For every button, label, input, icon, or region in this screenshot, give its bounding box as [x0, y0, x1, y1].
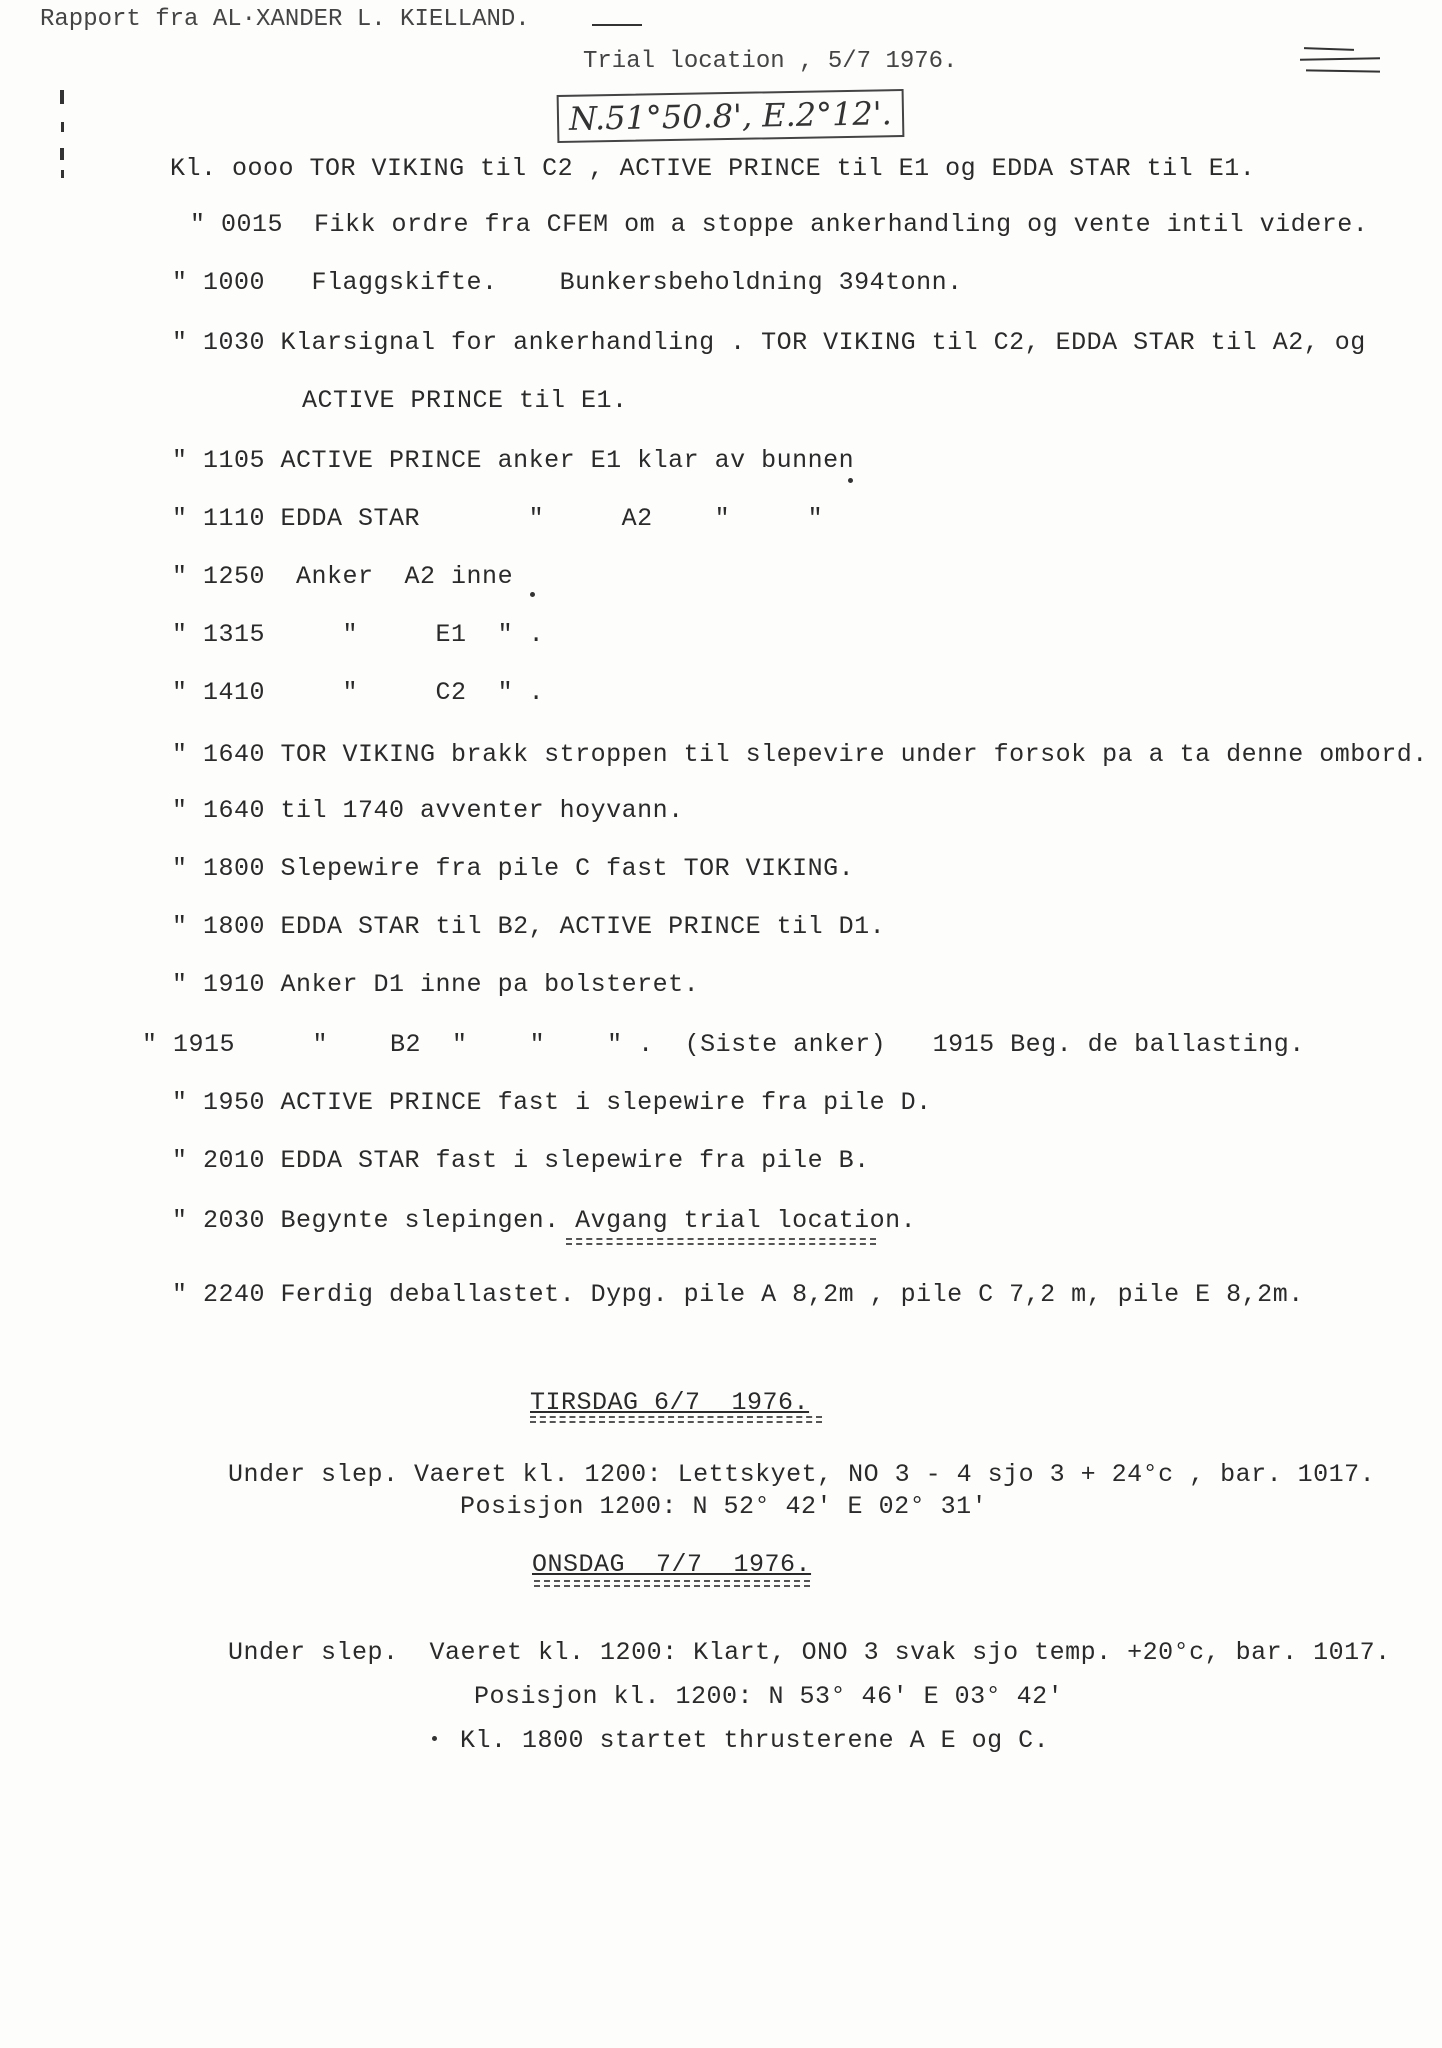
pen-mark: [1306, 69, 1380, 72]
log-entry: " 1030 Klarsignal for ankerhandling . TOR VIKING til C2, EDDA STAR til A2, og: [172, 328, 1366, 357]
binding-mark: [61, 170, 64, 178]
binding-mark: [60, 148, 64, 160]
log-entry: " 1105 ACTIVE PRINCE anker E1 klar av bunnen: [172, 446, 855, 475]
log-entry: " 2010 EDDA STAR fast i slepewire fra pile B.: [172, 1146, 870, 1175]
double-underline: [530, 1416, 822, 1423]
log-entry: " 1315 " E1 " .: [172, 620, 545, 649]
pen-mark: [1300, 57, 1380, 60]
weather-line: Under slep. Vaeret kl. 1200: Lettskyet, NO 3 - 4 sjo 3 + 24°c , bar. 1017.: [228, 1460, 1376, 1489]
log-entry: " 1950 ACTIVE PRINCE fast i slepewire fra pile D.: [172, 1088, 932, 1117]
position-line: Posisjon 1200: N 52° 42' E 02° 31': [460, 1492, 988, 1521]
log-entry: " 2030 Begynte slepingen. Avgang trial location.: [172, 1206, 917, 1235]
double-underline: [534, 1580, 810, 1587]
log-entry: Kl. oooo TOR VIKING til C2 , ACTIVE PRINCE til E1 og EDDA STAR til E1.: [170, 154, 1256, 183]
log-entry: " 1410 " C2 " .: [172, 678, 545, 707]
log-entry-continuation: ACTIVE PRINCE til E1.: [302, 386, 628, 415]
log-entry: " 1110 EDDA STAR " A2 " ": [172, 504, 824, 533]
log-entry: " 0015 Fikk ordre fra CFEM om a stoppe ankerhandling og vente intil videre.: [190, 210, 1369, 239]
pen-mark: [1304, 47, 1354, 51]
log-entry: " 1000 Flaggskifte. Bunkersbeholdning 394tonn.: [172, 268, 963, 297]
trial-location: Trial location , 5/7 1976.: [583, 48, 958, 75]
log-entry: " 1640 TOR VIKING brakk stroppen til slepevire under forsok pa a ta denne ombord.: [172, 740, 1428, 769]
position-line: Posisjon kl. 1200: N 53° 46' E 03° 42': [474, 1682, 1064, 1711]
day-heading-tuesday: TIRSDAG 6/7 1976.: [530, 1388, 810, 1417]
day-heading-wednesday: ONSDAG 7/7 1976.: [532, 1550, 812, 1579]
log-entry: " 1915 " B2 " " " . (Siste anker) 1915 Beg. de ballasting.: [142, 1030, 1305, 1059]
log-entry: " 1250 Anker A2 inne: [172, 562, 514, 591]
stray-dot: [530, 592, 535, 597]
stray-dot: [432, 1736, 437, 1741]
log-entry: " 1910 Anker D1 inne pa bolsteret.: [172, 970, 700, 999]
log-entry: " 1640 til 1740 avventer hoyvann.: [172, 796, 684, 825]
log-entry: " 1800 Slepewire fra pile C fast TOR VIKING.: [172, 854, 855, 883]
thruster-line: Kl. 1800 startet thrusterene A E og C.: [460, 1726, 1050, 1755]
binding-mark: [60, 90, 64, 104]
double-underline: [566, 1238, 876, 1245]
stray-dot: [848, 478, 853, 483]
handwritten-coordinates: N.51°50.8', E.2°12'.: [557, 89, 905, 143]
binding-mark: [61, 122, 64, 132]
log-entry: " 1800 EDDA STAR til B2, ACTIVE PRINCE til D1.: [172, 912, 886, 941]
weather-line: Under slep. Vaeret kl. 1200: Klart, ONO 3 svak sjo temp. +20°c, bar. 1017.: [228, 1638, 1391, 1667]
report-title: Rapport fra AL·XANDER L. KIELLAND.: [40, 6, 530, 33]
log-entry: " 2240 Ferdig deballastet. Dypg. pile A 8,2m , pile C 7,2 m, pile E 8,2m.: [172, 1280, 1304, 1309]
header-dash: [592, 24, 642, 26]
